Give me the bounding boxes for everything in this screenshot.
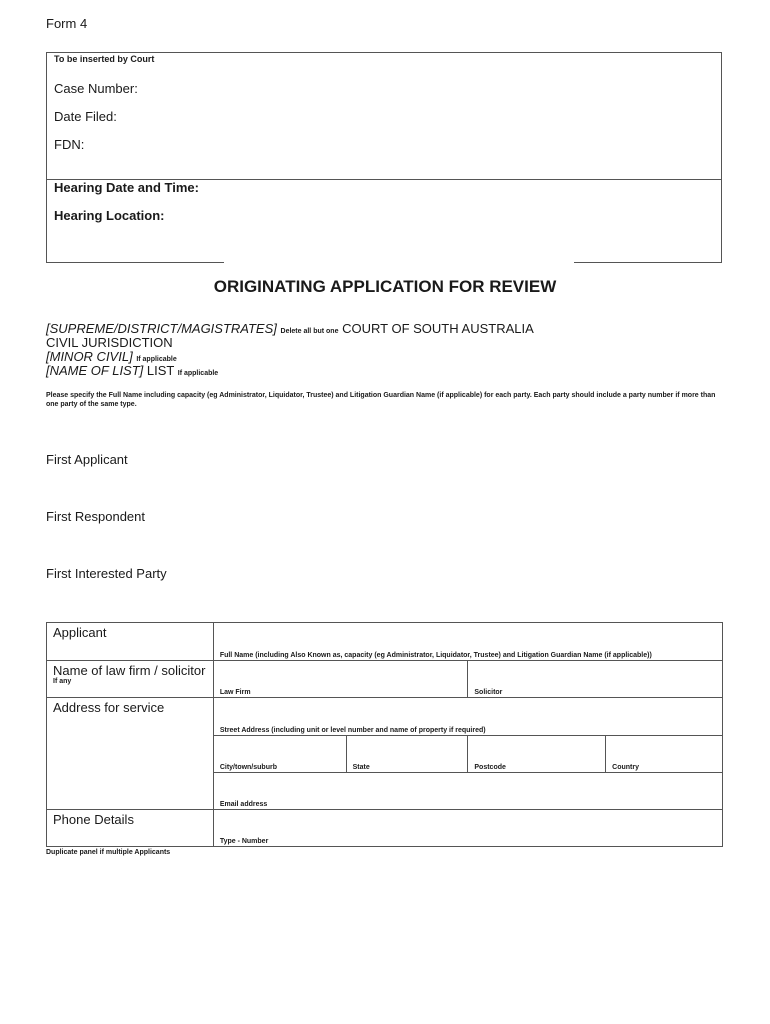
date-filed-label: Date Filed: (54, 109, 117, 124)
court-note: Delete all but one (280, 328, 339, 335)
court-suffix: COURT OF SOUTH AUSTRALIA (342, 321, 534, 336)
hearing-location-label: Hearing Location: (54, 208, 165, 223)
duplicate-panel-note: Duplicate panel if multiple Applicants (46, 849, 171, 856)
state-caption: State (352, 764, 370, 771)
first-applicant-label: First Applicant (46, 452, 128, 467)
full-name-caption: Full Name (including Also Known as, capacity (eg Administrator, Liquidator, Trustee) and Litigation Guardian Name (if applicable)) (219, 652, 652, 659)
court-use-box (46, 52, 722, 263)
list-note: If applicable (177, 370, 219, 377)
minor-civil: [MINOR CIVIL] (46, 349, 133, 364)
instruction-text: Please specify the Full Name including capacity (eg Administrator, Liquidator, Trustee) and Litigation Guardian Name (if applicable) for each party. Each party should include a party number if more than one party of the same type. (46, 392, 716, 408)
phone-label: Phone Details (53, 812, 134, 827)
hearing-date-label: Hearing Date and Time: (54, 180, 199, 195)
solicitor-caption: Solicitor (474, 689, 503, 696)
law-firm-caption: Law Firm (219, 689, 251, 696)
phone-label-cell (47, 810, 214, 847)
list-line (46, 363, 218, 378)
list-name: [NAME OF LIST] (46, 363, 144, 378)
applicant-panel (46, 622, 723, 847)
applicant-label: Applicant (53, 625, 107, 640)
country-caption: Country (612, 764, 639, 771)
street-caption: Street Address (including unit or level number and name of property if required) (219, 727, 486, 734)
city-field[interactable] (213, 736, 346, 773)
list-suffix: LIST (146, 363, 175, 378)
email-field[interactable] (213, 773, 722, 810)
if-any-note: If any (53, 678, 72, 685)
postcode-caption: Postcode (474, 764, 506, 771)
applicant-label-cell (47, 623, 214, 661)
court-box-heading: To be inserted by Court (54, 54, 155, 64)
court-options: [SUPREME/DISTRICT/MAGISTRATES] (46, 321, 277, 336)
box-gap (224, 261, 574, 264)
law-firm-label: Name of law firm / solicitor (53, 663, 206, 678)
form-number: Form 4 (46, 16, 88, 31)
postcode-field[interactable] (468, 736, 606, 773)
city-caption: City/town/suburb (219, 764, 277, 771)
minor-civil-line (46, 349, 177, 364)
case-number-label: Case Number: (54, 81, 138, 96)
page-title: ORIGINATING APPLICATION FOR REVIEW (213, 277, 557, 296)
street-address-field[interactable] (213, 698, 722, 736)
country-field[interactable] (606, 736, 723, 773)
first-respondent-label: First Respondent (46, 509, 145, 524)
phone-caption: Type - Number (219, 838, 269, 845)
address-label-cell (47, 698, 214, 810)
email-caption: Email address (219, 801, 268, 808)
law-firm-label-cell (47, 661, 214, 698)
solicitor-field[interactable] (468, 661, 723, 698)
full-name-field[interactable] (213, 623, 722, 661)
state-field[interactable] (346, 736, 468, 773)
civil-jurisdiction: CIVIL JURISDICTION (46, 335, 173, 350)
first-interested-party-label: First Interested Party (46, 566, 167, 581)
minor-civil-note: If applicable (136, 356, 177, 363)
law-firm-field[interactable] (213, 661, 468, 698)
address-label: Address for service (53, 700, 165, 715)
court-line (46, 321, 534, 336)
fdn-label: FDN: (54, 137, 85, 152)
phone-field[interactable] (213, 810, 722, 847)
